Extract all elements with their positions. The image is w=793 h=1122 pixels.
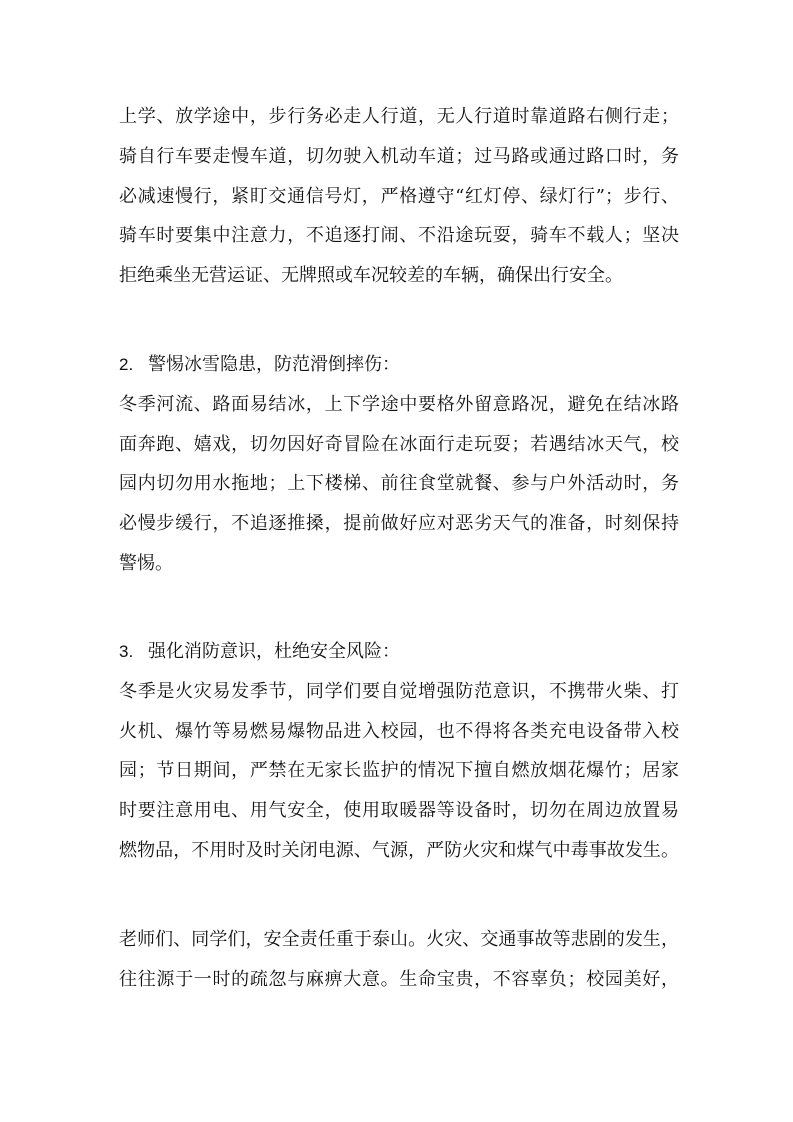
paragraph-traffic-safety [119,97,679,296]
text-line: 老师们、同学们，安全责任重于泰山。火灾、交通事故等悲剧的发生， [119,929,679,950]
text-line: 必慢步缓行，不追逐推搡，提前做好应对恶劣天气的准备，时刻保持 [119,513,679,535]
section-heading [119,632,679,672]
section-title: 强化消防意识，杜绝安全风险： [148,641,400,662]
text-line: 上学、放学途中，步行务必走人行道，无人行道时靠道路右侧行走； [119,106,679,127]
text-line: 燃物品，不用时及时关闭电源、气源，严防火灾和煤气中毒事故发生。 [119,839,679,861]
section-title: 警惕冰雪隐患，防范滑倒摔伤： [148,354,400,375]
text-line: 园内切勿用水拖地；上下楼梯、前往食堂就餐、参与户外活动时，务 [119,473,679,495]
section-heading [119,345,679,385]
text-line: 骑车时要集中注意力，不追逐打闹、不沿途玩耍，骑车不载人；坚决 [119,225,679,247]
text-line: 必减速慢行，紧盯交通信号灯，严格遵守“红灯停、绿灯行”；步行、 [119,185,679,207]
text-line: 警惕。 [119,552,173,574]
section-number: 3. [119,642,134,661]
section-number: 2. [119,355,134,374]
text-line: 园；节日期间，严禁在无家长监护的情况下擅自燃放烟花爆竹；居家 [119,760,679,782]
text-line: 时要注意用电、用气安全，使用取暖器等设备时，切勿在周边放置易 [119,800,679,822]
text-line: 拒绝乘坐无营运证、无牌照或车况较差的车辆，确保出行安全。 [119,265,623,287]
text-line: 往往源于一时的疏忽与麻痹大意。生命宝贵，不容辜负；校园美好， [119,968,679,990]
text-line: 冬季河流、路面易结冰，上下学途中要格外留意路况，避免在结冰路 [119,393,679,415]
text-line: 骑自行车要走慢车道，切勿驶入机动车道；过马路或通过路口时，务 [119,145,679,167]
text-line: 火机、爆竹等易燃易爆物品进入校园，也不得将各类充电设备带入校 [119,720,679,742]
section-fire-safety [119,632,679,871]
paragraph-closing [119,920,679,1000]
section-ice-snow [119,345,679,584]
text-line: 面奔跑、嬉戏，切勿因好奇冒险在冰面行走玩耍；若遇结冰天气，校 [119,433,679,455]
text-line: 冬季是火灾易发季节，同学们要自觉增强防范意识，不携带火柴、打 [119,680,679,702]
